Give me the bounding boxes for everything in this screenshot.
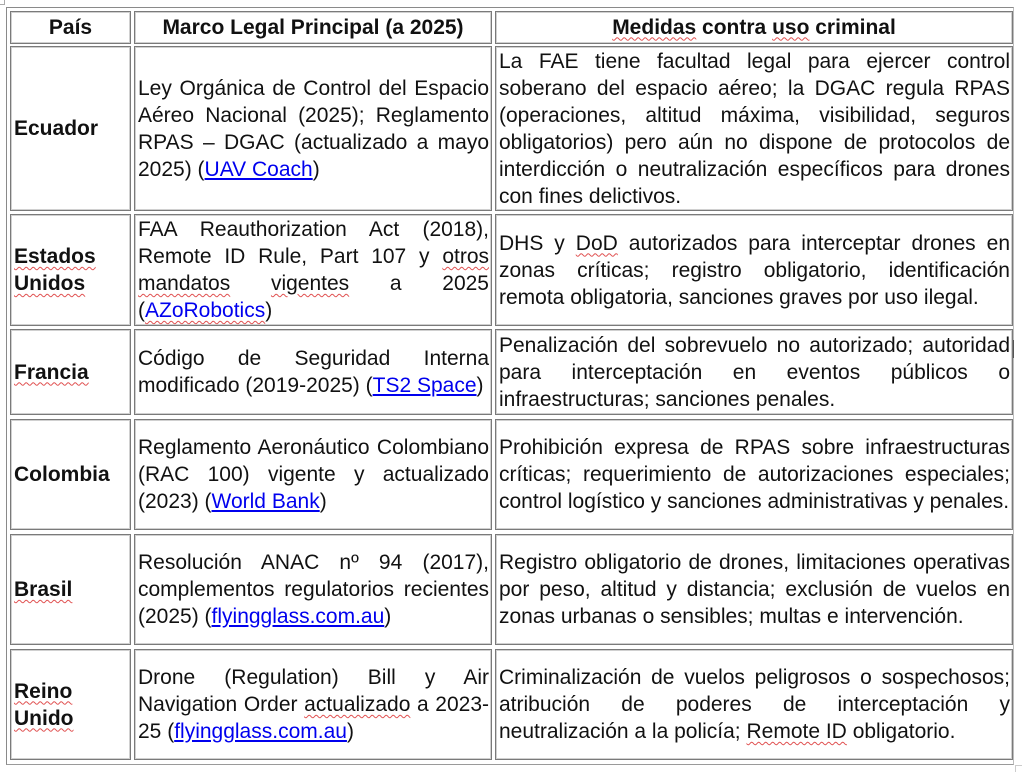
legal-cell-estados-unidos [134,214,492,326]
legal-text-word: vigentes [270,272,350,295]
measures-text: Criminalización de vuelos peligrosos o sospechosos; atribución de poderes de interceptación y neutralización a la policía; [499,666,1010,743]
legal-text: FAA Reauthorization Act (2018), Remote ID Rule, Part 107 y [138,218,489,268]
header-legal-framework [134,11,492,44]
measures-text-word: DoD [575,231,618,255]
header-measures-word: contra [696,15,773,39]
country-name: Francia [14,360,89,384]
source-link-flyingglass[interactable]: flyingglass.com.au [174,720,347,743]
legal-text-word: actualizado [304,693,411,716]
measures-cell-ecuador [495,46,1013,211]
measures-cell-brasil [495,534,1013,645]
measures-cell-estados-unidos [495,214,1013,326]
measures-cell-colombia [495,419,1013,530]
header-country [10,11,131,44]
measures-text-word: Remote ID [746,720,847,743]
country-name-line: Reino [14,679,73,703]
legal-text: Código de Seguridad Interna modificado (2019-2025) ( [138,347,489,397]
measures-text: autorizados para interceptar drones en zonas críticas; registro obligatorio, identificación remota obligatoria, sanciones graves por uso ilegal. [499,231,1011,309]
legal-cell-francia [134,329,492,415]
legal-text: Reglamento Aeronáutico Colombiano (RAC 100) vigente y actualizado (2023) ( [138,436,489,513]
country-name: Ecuador [14,117,99,140]
header-legal-label: Marco Legal Principal (a 2025) [162,15,464,39]
legal-text-tail: ) [346,720,354,743]
header-measures-word: Medidas [612,15,697,39]
legal-text: a 2025 ( [138,272,489,322]
measures-text: La FAE tiene facultad legal para ejercer control soberano del espacio aéreo; la DGAC regula RPAS (operaciones, altitud máxima, visibilidad, seguros obligatorios) pero aún no dispone de protocolos de interdicción o neutralización específicos para drones con fines delictivos. [499,49,1010,208]
legal-cell-ecuador [134,46,492,211]
measures-text: Penalización del sobrevuelo no autorizado; autoridad para interceptación en eventos públicos o infraestructuras; sanciones penales. [499,333,1010,411]
country-name-line: Unido [14,706,74,730]
legal-text: Drone (Regulation) Bill y Air Navigation Order [138,666,489,716]
country-name: Brasil [14,578,73,601]
country-cell-ecuador [10,46,131,211]
country-name-line: Unidos [14,272,86,295]
country-cell-estados-unidos [10,214,131,326]
legal-text-tail: ) [265,299,273,322]
legal-cell-reino-unido [134,649,492,760]
measures-text: DHS y [499,231,576,255]
legal-text: a 2023-25 ( [138,693,490,743]
measures-cell-reino-unido [495,649,1013,760]
header-measures-word: uso [772,15,810,39]
country-cell-reino-unido [10,649,131,760]
source-link-ts2-space[interactable]: TS2 Space [372,374,477,397]
space [230,272,271,295]
legal-text-word: mandatos [138,272,231,295]
country-name-line: Estados [14,245,96,268]
country-cell-francia [10,329,131,415]
country-cell-colombia [10,419,131,530]
source-link-world-bank[interactable]: World Bank [211,490,320,513]
header-measures [495,11,1013,44]
legal-text-tail: ) [319,490,327,513]
legal-text-tail: ) [312,157,320,181]
measures-text: obligatorio. [846,720,956,743]
source-link-uav-coach[interactable]: UAV Coach [204,157,313,181]
page-corner-mark [0,0,5,5]
legal-text: Resolución ANAC nº 94 (2017), complementos regulatorios recientes (2025) ( [138,551,489,628]
measures-text: Prohibición expresa de RPAS sobre infraestructuras críticas; requerimiento de autorizaciones especiales; control logístico y sanciones administrativas y penales. [499,436,1010,513]
legal-cell-colombia [134,419,492,530]
measures-text: Registro obligatorio de drones, limitaciones operativas por peso, altitud y distancia; exclusión de vuelos en zonas urbanas o sensibles; multas e intervención. [499,551,1010,628]
legal-cell-brasil [134,534,492,645]
page-corner-mark [1015,765,1022,772]
measures-cell-francia [495,329,1013,415]
source-link-azorobotics[interactable]: AZoRobotics [145,299,266,322]
legal-text-tail: ) [476,374,484,397]
text-cursor [1013,340,1014,358]
country-name: Colombia [14,463,110,486]
legal-text: Ley Orgánica de Control del Espacio Aéreo Nacional (2025); Reglamento RPAS – DGAC (actualizado a mayo 2025) ( [138,76,489,181]
header-country-label: País [48,15,93,39]
header-measures-word: criminal [809,15,896,39]
source-link-flyingglass[interactable]: flyingglass.com.au [211,605,385,628]
legal-text-tail: ) [384,605,392,628]
legal-text-word: otros [442,245,489,268]
country-cell-brasil [10,534,131,645]
